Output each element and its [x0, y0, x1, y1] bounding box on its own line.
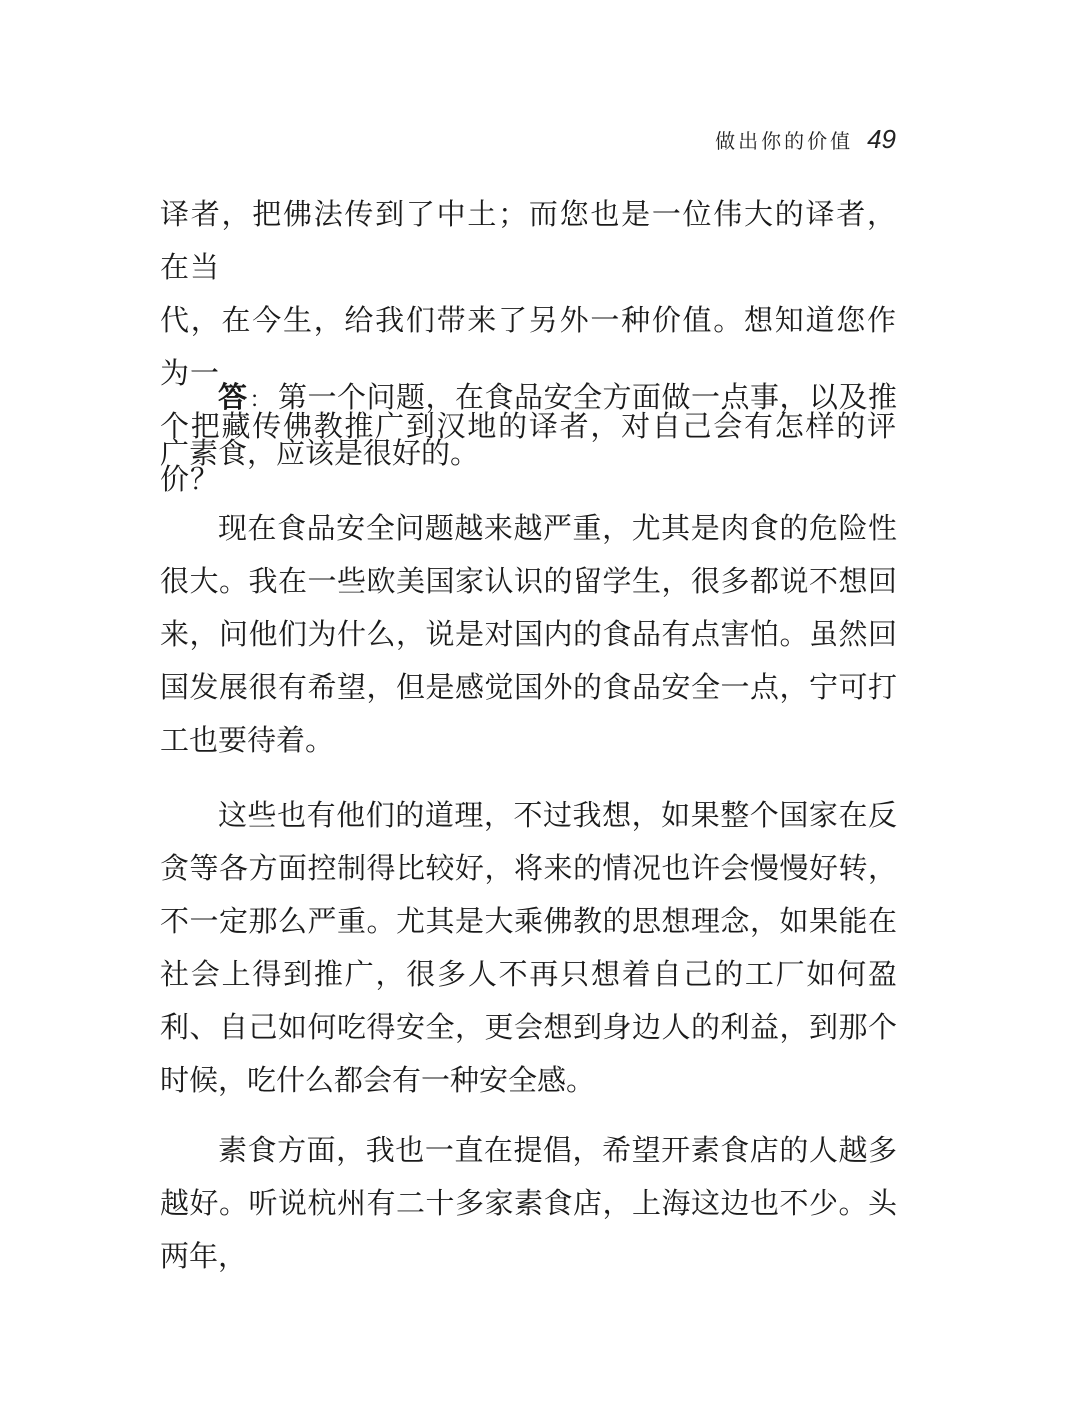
question-line: 个把藏传佛教推广到汉地的译者，对自己会有怎样的评价？ — [160, 409, 897, 496]
answer-paragraph-1 — [160, 371, 897, 480]
running-header — [715, 122, 896, 158]
answer-paragraph-4: 素食方面，我也一直在提倡，希望开素食店的人越多越好。听说杭州有二十多家素食店，上海这边也不少。头两年， — [160, 1133, 897, 1273]
answer-text: 第一个问题，在食品安全方面做一点事，以及推广素食，应该是很好的。 — [160, 380, 897, 470]
answer-mark: 答 — [218, 380, 248, 414]
question-line: 译者，把佛法传到了中土；而您也是一位伟大的译者，在当 — [160, 197, 897, 284]
answer-paragraph-3: 这些也有他们的道理，不过我想，如果整个国家在反贪等各方面控制得比较好，将来的情况也许会慢慢好转，不一定那么严重。尤其是大乘佛教的思想理念，如果能在社会上得到推广，很多人不再只想着自己的工厂如何盈利、自己如何吃得安全，更会想到身边人的利益，到那个时候，吃什么都会有一种安全感。 — [160, 798, 897, 1097]
answer-colon: ： — [249, 388, 272, 413]
question-line: 代，在今生，给我们带来了另外一种价值。想知道您作为一 — [160, 303, 897, 390]
answer-paragraph-2: 现在食品安全问题越来越严重，尤其是肉食的危险性很大。我在一些欧美国家认识的留学生，很多都说不想回来，问他们为什么，说是对国内的食品有点害怕。虽然回国发展很有希望，但是感觉国外的食品安全一点，宁可打工也要待着。 — [160, 511, 897, 757]
chapter-title: 做出你的价值 — [715, 129, 854, 153]
page-number: 49 — [867, 124, 896, 154]
